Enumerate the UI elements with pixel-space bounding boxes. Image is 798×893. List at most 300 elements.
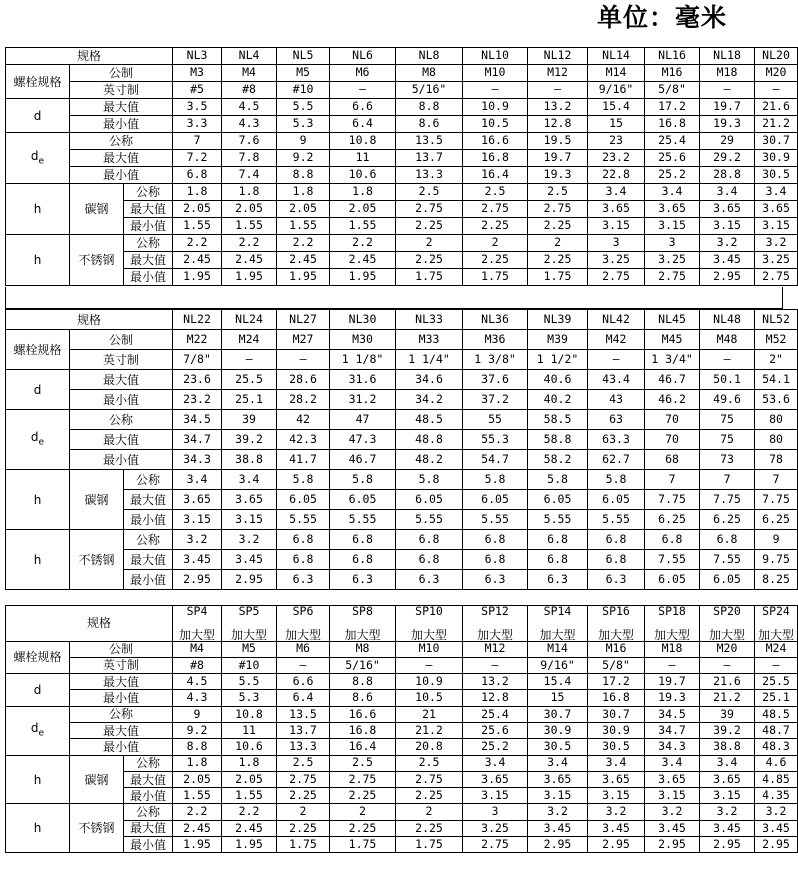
nominal-label: 公称 <box>124 470 173 490</box>
value-cell: 3.4 <box>700 755 755 771</box>
value-cell: 3.15 <box>588 788 645 804</box>
value-cell: 4.3 <box>222 116 277 133</box>
value-cell: 4.5 <box>173 674 222 690</box>
value-cell: 80 <box>755 430 798 450</box>
value-cell: 19.7 <box>700 99 755 116</box>
value-cell: 46.7 <box>645 370 700 390</box>
max-label: 最大值 <box>124 490 173 510</box>
spec-code: SP12 <box>481 604 509 618</box>
value-cell: 63.3 <box>588 430 645 450</box>
value-cell: NL14 <box>588 48 645 65</box>
value-cell: 78 <box>755 450 798 470</box>
spec-cell <box>277 606 330 642</box>
h-carbon-max-row <box>6 201 798 218</box>
value-cell: 2.25 <box>277 820 330 836</box>
value-cell: 40.6 <box>528 370 588 390</box>
value-cell: 6.8 <box>396 550 463 570</box>
value-cell: 6.8 <box>645 530 700 550</box>
value-cell: M3 <box>173 65 222 82</box>
value-cell: M12 <box>463 641 528 657</box>
value-cell: 16.6 <box>463 133 528 150</box>
value-cell: 50.1 <box>700 370 755 390</box>
value-cell: 2.95 <box>173 570 222 590</box>
imperial-label: 英寸制 <box>70 657 173 673</box>
value-cell: 2.25 <box>528 218 588 235</box>
value-cell: 1.95 <box>277 269 330 286</box>
value-cell: 9 <box>277 133 330 150</box>
value-cell: 6.8 <box>700 530 755 550</box>
bolt-spec-label: 螺栓规格 <box>6 330 70 370</box>
value-cell: 3.4 <box>588 755 645 771</box>
value-cell: 48.2 <box>396 450 463 470</box>
value-cell: 7.8 <box>222 150 277 167</box>
value-cell: 8.6 <box>396 116 463 133</box>
value-cell: 1.55 <box>222 218 277 235</box>
value-cell: 6.4 <box>330 116 396 133</box>
value-cell: 73 <box>700 450 755 470</box>
value-cell: 1 1/2" <box>528 350 588 370</box>
value-cell: 25.1 <box>755 690 798 706</box>
min-label: 最小值 <box>124 570 173 590</box>
value-cell: M45 <box>645 330 700 350</box>
spec-type: 加大型 <box>231 627 268 642</box>
nominal-label: 公称 <box>70 410 173 430</box>
value-cell: 3.2 <box>588 804 645 820</box>
value-cell: 2.05 <box>173 201 222 218</box>
de-subscript: e <box>38 728 45 739</box>
value-cell: 16.6 <box>330 706 396 722</box>
value-cell: 3.2 <box>173 530 222 550</box>
h-stainless-min-row <box>6 570 798 590</box>
value-cell: NL52 <box>755 310 798 330</box>
value-cell: 34.5 <box>645 706 700 722</box>
value-cell: NL3 <box>173 48 222 65</box>
value-cell: 2.5 <box>528 184 588 201</box>
value-cell: M18 <box>700 65 755 82</box>
h-carbon-nom-row <box>6 755 798 771</box>
value-cell: 3.65 <box>588 201 645 218</box>
value-cell: 6.8 <box>463 530 528 550</box>
value-cell: M6 <box>277 641 330 657</box>
value-cell: 15 <box>588 116 645 133</box>
value-cell: 2.5 <box>277 755 330 771</box>
value-cell: 43 <box>588 390 645 410</box>
value-cell: 2.05 <box>173 771 222 787</box>
value-cell: 30.5 <box>755 167 798 184</box>
h-stainless-max-row <box>6 820 798 836</box>
value-cell: 2.75 <box>396 771 463 787</box>
min-label: 最小值 <box>70 450 173 470</box>
value-cell: 1.95 <box>330 269 396 286</box>
value-cell: NL10 <box>463 48 528 65</box>
value-cell: 5.55 <box>463 510 528 530</box>
value-cell: 46.2 <box>645 390 700 410</box>
value-cell: M4 <box>222 65 277 82</box>
value-cell: NL36 <box>463 310 528 330</box>
value-cell: 47 <box>330 410 396 430</box>
unit-label: 单位：毫米 <box>597 3 728 32</box>
value-cell: 23 <box>588 133 645 150</box>
value-cell: 2.5 <box>463 184 528 201</box>
value-cell: 2.45 <box>330 252 396 269</box>
value-cell: 8.25 <box>755 570 798 590</box>
value-cell: 9/16" <box>528 657 588 673</box>
value-cell: 42.3 <box>277 430 330 450</box>
spec-code: SP10 <box>415 604 443 618</box>
value-cell: 28.6 <box>277 370 330 390</box>
value-cell: NL5 <box>277 48 330 65</box>
value-cell: 5.8 <box>330 470 396 490</box>
metric-row <box>6 330 798 350</box>
value-cell: 2.45 <box>222 252 277 269</box>
value-cell: 3.15 <box>588 218 645 235</box>
value-cell: 2.75 <box>588 269 645 286</box>
value-cell: 4.35 <box>755 788 798 804</box>
value-cell: 2.75 <box>645 269 700 286</box>
value-cell: 34.5 <box>173 410 222 430</box>
value-cell: 34.7 <box>173 430 222 450</box>
spec-type: 加大型 <box>477 627 514 642</box>
value-cell: 39 <box>222 410 277 430</box>
value-cell: 3.15 <box>700 218 755 235</box>
min-label: 最小值 <box>70 739 173 755</box>
spec-cell <box>755 606 798 642</box>
value-cell: 1.8 <box>173 755 222 771</box>
h-stainless-nom-row <box>6 804 798 820</box>
value-cell: 6.8 <box>588 530 645 550</box>
value-cell: 2.2 <box>222 804 277 820</box>
value-cell: 5.8 <box>588 470 645 490</box>
value-cell: 3.65 <box>588 771 645 787</box>
de-label: d <box>30 148 39 163</box>
value-cell: 7.75 <box>755 490 798 510</box>
value-cell: 6.3 <box>528 570 588 590</box>
spec-code: SP18 <box>658 604 686 618</box>
value-cell: 13.3 <box>396 167 463 184</box>
value-cell: 62.7 <box>588 450 645 470</box>
value-cell: – <box>396 657 463 673</box>
value-cell: M42 <box>588 330 645 350</box>
value-cell: NL24 <box>222 310 277 330</box>
value-cell: 1.75 <box>330 837 396 853</box>
de-label-cell <box>6 706 70 755</box>
nominal-label: 公称 <box>70 133 173 150</box>
de-nom-row <box>6 410 798 430</box>
spec-row <box>6 606 798 642</box>
value-cell: 5.3 <box>222 690 277 706</box>
value-cell: 3.15 <box>645 218 700 235</box>
value-cell: 13.5 <box>277 706 330 722</box>
value-cell: 5.5 <box>277 99 330 116</box>
value-cell: 9.75 <box>755 550 798 570</box>
value-cell: 6.3 <box>588 570 645 590</box>
value-cell: 3.65 <box>700 771 755 787</box>
value-cell: 19.3 <box>645 690 700 706</box>
value-cell: 17.2 <box>645 99 700 116</box>
value-cell: – <box>330 82 396 99</box>
spec-header: 规格 <box>6 310 173 330</box>
spec-cell <box>700 606 755 642</box>
value-cell: 19.3 <box>528 167 588 184</box>
metric-label: 公制 <box>70 330 173 350</box>
value-cell: 2.75 <box>463 837 528 853</box>
h-carbon-max-row <box>6 490 798 510</box>
value-cell: 7.4 <box>222 167 277 184</box>
min-label: 最小值 <box>70 690 173 706</box>
value-cell: 1.55 <box>330 218 396 235</box>
value-cell: 7.55 <box>700 550 755 570</box>
value-cell: 11 <box>330 150 396 167</box>
h-label: h <box>6 235 70 286</box>
value-cell: 2.95 <box>588 837 645 853</box>
value-cell: 3.5 <box>173 99 222 116</box>
value-cell: 21 <box>396 706 463 722</box>
value-cell: M16 <box>588 641 645 657</box>
value-cell: 37.2 <box>463 390 528 410</box>
value-cell: 30.5 <box>588 739 645 755</box>
value-cell: 39.2 <box>222 430 277 450</box>
value-cell: 29 <box>700 133 755 150</box>
value-cell: M24 <box>222 330 277 350</box>
stainless-steel-label: 不锈钢 <box>70 804 124 853</box>
value-cell: 34.3 <box>173 450 222 470</box>
spec-code: SP16 <box>602 604 630 618</box>
value-cell: 21.6 <box>700 674 755 690</box>
de-label: d <box>30 430 39 445</box>
spec-type: 加大型 <box>411 627 448 642</box>
value-cell: 10.9 <box>463 99 528 116</box>
metric-row <box>6 641 798 657</box>
value-cell: 40.2 <box>528 390 588 410</box>
value-cell: 6.8 <box>528 530 588 550</box>
value-cell: 6.05 <box>700 570 755 590</box>
value-cell: 15.4 <box>588 99 645 116</box>
spec-type: 加大型 <box>344 627 381 642</box>
value-cell: 41.7 <box>277 450 330 470</box>
value-cell: 3.65 <box>463 771 528 787</box>
max-label: 最大值 <box>124 201 173 218</box>
value-cell: 3.4 <box>645 184 700 201</box>
value-cell: 2.75 <box>396 201 463 218</box>
de-max-row <box>6 430 798 450</box>
max-label: 最大值 <box>70 722 173 738</box>
value-cell: 54.7 <box>463 450 528 470</box>
value-cell: 6.8 <box>173 167 222 184</box>
value-cell: 34.3 <box>645 739 700 755</box>
value-cell: 6.05 <box>463 490 528 510</box>
value-cell: 2.25 <box>463 218 528 235</box>
value-cell: 2.95 <box>700 837 755 853</box>
value-cell: 43.4 <box>588 370 645 390</box>
value-cell: 1.95 <box>173 269 222 286</box>
value-cell: 1.8 <box>222 184 277 201</box>
h-stainless-max-row <box>6 252 798 269</box>
value-cell: 2.05 <box>330 201 396 218</box>
value-cell: 1.95 <box>173 837 222 853</box>
value-cell: 16.8 <box>645 116 700 133</box>
value-cell: 6.8 <box>330 530 396 550</box>
value-cell: NL48 <box>700 310 755 330</box>
value-cell: 3.4 <box>588 184 645 201</box>
spec-row <box>6 48 798 65</box>
value-cell: 3.4 <box>528 755 588 771</box>
value-cell: 1.75 <box>463 269 528 286</box>
value-cell: 6.8 <box>588 550 645 570</box>
value-cell: 31.2 <box>330 390 396 410</box>
value-cell: 3.25 <box>463 820 528 836</box>
value-cell: #8 <box>173 657 222 673</box>
value-cell: 6.8 <box>277 530 330 550</box>
spec-row <box>6 310 798 330</box>
value-cell: M24 <box>755 641 798 657</box>
imperial-row <box>6 657 798 673</box>
value-cell: – <box>277 350 330 370</box>
value-cell: 3.45 <box>173 550 222 570</box>
value-cell: NL27 <box>277 310 330 330</box>
value-cell: 6.25 <box>645 510 700 530</box>
spec-type: 加大型 <box>758 627 795 642</box>
value-cell: 7.75 <box>645 490 700 510</box>
value-cell: 9.2 <box>173 722 222 738</box>
value-cell: 70 <box>645 430 700 450</box>
value-cell: 3 <box>645 235 700 252</box>
value-cell: 4.85 <box>755 771 798 787</box>
value-cell: 2.2 <box>330 235 396 252</box>
value-cell: 30.9 <box>588 722 645 738</box>
value-cell: M14 <box>588 65 645 82</box>
value-cell: 2.5 <box>396 755 463 771</box>
value-cell: 10.9 <box>396 674 463 690</box>
value-cell: 28.2 <box>277 390 330 410</box>
value-cell: 5.5 <box>222 674 277 690</box>
de-min-row <box>6 739 798 755</box>
spec-type: 加大型 <box>285 627 322 642</box>
value-cell: 19.7 <box>645 674 700 690</box>
value-cell: 30.7 <box>588 706 645 722</box>
value-cell: 2.75 <box>755 269 798 286</box>
value-cell: M33 <box>396 330 463 350</box>
value-cell: 6.3 <box>396 570 463 590</box>
value-cell: 1.55 <box>173 788 222 804</box>
value-cell: 1 1/4" <box>396 350 463 370</box>
value-cell: 5/16" <box>396 82 463 99</box>
spec-header: 规格 <box>6 48 173 65</box>
value-cell: 68 <box>645 450 700 470</box>
value-cell: 3.15 <box>700 788 755 804</box>
value-cell: 53.6 <box>755 390 798 410</box>
value-cell: NL30 <box>330 310 396 330</box>
value-cell: 58.8 <box>528 430 588 450</box>
value-cell: 3.45 <box>755 820 798 836</box>
value-cell: 48.7 <box>755 722 798 738</box>
max-label: 最大值 <box>70 370 173 390</box>
metric-row <box>6 65 798 82</box>
value-cell: M8 <box>330 641 396 657</box>
value-cell: 48.3 <box>755 739 798 755</box>
value-cell: 2.45 <box>173 820 222 836</box>
value-cell: NL39 <box>528 310 588 330</box>
value-cell: 1.8 <box>330 184 396 201</box>
value-cell: M39 <box>528 330 588 350</box>
value-cell: M27 <box>277 330 330 350</box>
value-cell: 55.3 <box>463 430 528 450</box>
value-cell: 17.2 <box>588 674 645 690</box>
value-cell: 2.95 <box>755 837 798 853</box>
max-label: 最大值 <box>124 252 173 269</box>
value-cell: 48.8 <box>396 430 463 450</box>
value-cell: NL20 <box>755 48 798 65</box>
imperial-label: 英寸制 <box>70 350 173 370</box>
d-label: d <box>6 674 70 707</box>
nominal-label: 公称 <box>124 184 173 201</box>
value-cell: 30.9 <box>528 722 588 738</box>
value-cell: – <box>700 657 755 673</box>
max-label: 最大值 <box>124 820 173 836</box>
value-cell: M52 <box>755 330 798 350</box>
max-label: 最大值 <box>70 150 173 167</box>
min-label: 最小值 <box>124 218 173 235</box>
value-cell: 1.75 <box>396 837 463 853</box>
value-cell: 39.2 <box>700 722 755 738</box>
value-cell: M10 <box>463 65 528 82</box>
spec-code: SP24 <box>762 604 790 618</box>
value-cell: 3.4 <box>700 184 755 201</box>
spec-cell <box>173 606 222 642</box>
value-cell: #8 <box>222 82 277 99</box>
value-cell: 3.45 <box>588 820 645 836</box>
value-cell: 7/8" <box>173 350 222 370</box>
value-cell: 2.2 <box>222 235 277 252</box>
max-label: 最大值 <box>70 674 173 690</box>
value-cell: 3.45 <box>700 820 755 836</box>
value-cell: 16.8 <box>330 722 396 738</box>
value-cell: 6.05 <box>396 490 463 510</box>
min-label: 最小值 <box>70 167 173 184</box>
d-max-row <box>6 99 798 116</box>
value-cell: 3.4 <box>645 755 700 771</box>
de-min-row <box>6 450 798 470</box>
value-cell: NL8 <box>396 48 463 65</box>
spec-type: 加大型 <box>654 627 691 642</box>
value-cell: M20 <box>700 641 755 657</box>
value-cell: 23.2 <box>588 150 645 167</box>
max-label: 最大值 <box>70 430 173 450</box>
value-cell: 8.8 <box>277 167 330 184</box>
stainless-steel-label: 不锈钢 <box>70 235 124 286</box>
d-label: d <box>6 99 70 133</box>
value-cell: – <box>755 82 798 99</box>
value-cell: 5.8 <box>277 470 330 490</box>
value-cell: 25.1 <box>222 390 277 410</box>
value-cell: – <box>528 82 588 99</box>
value-cell: 2" <box>755 350 798 370</box>
value-cell: 6.8 <box>463 550 528 570</box>
value-cell: – <box>463 657 528 673</box>
spec-cell <box>645 606 700 642</box>
value-cell: 2.05 <box>277 201 330 218</box>
value-cell: 3.2 <box>700 804 755 820</box>
value-cell: 10.6 <box>330 167 396 184</box>
h-carbon-nom-row <box>6 470 798 490</box>
de-nom-row <box>6 706 798 722</box>
value-cell: 1 3/4" <box>645 350 700 370</box>
value-cell: 6.25 <box>700 510 755 530</box>
value-cell: 2.2 <box>173 235 222 252</box>
value-cell: 2 <box>528 235 588 252</box>
table-spacer <box>5 287 783 309</box>
value-cell: 6.05 <box>277 490 330 510</box>
value-cell: 46.7 <box>330 450 396 470</box>
